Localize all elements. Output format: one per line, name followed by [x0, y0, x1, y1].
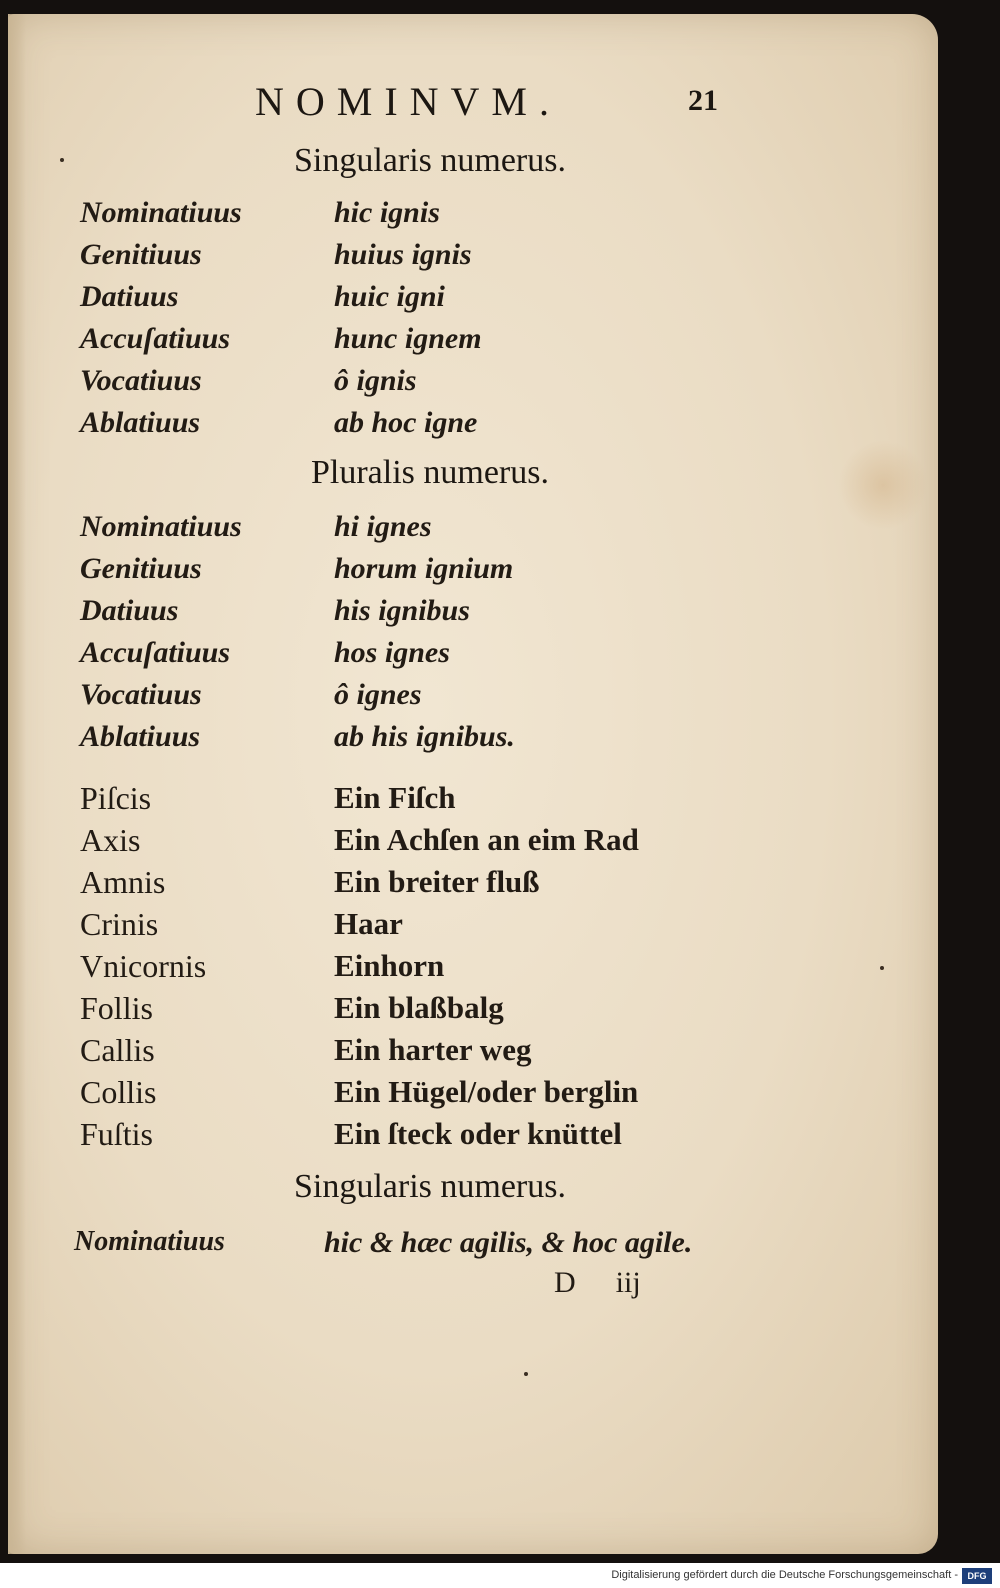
latin-word: Axis	[80, 822, 141, 858]
case-form: ab his ignibus.	[334, 720, 515, 753]
case-form: ô ignis	[334, 364, 417, 397]
signature-mark	[554, 1266, 641, 1300]
heading-singular-second: Singularis numerus.	[294, 1168, 566, 1205]
german-gloss: Ein blaßbalg	[334, 990, 504, 1025]
signature-number: iij	[615, 1266, 641, 1299]
funding-credit: Digitalisierung gefördert durch die Deutsche Forschungsgemeinschaft -	[611, 1569, 958, 1581]
case-form: huic igni	[334, 280, 445, 313]
heading-plural: Pluralis numerus.	[311, 454, 549, 491]
declension-row-agilis	[74, 1226, 774, 1270]
case-form: horum ignium	[334, 552, 514, 585]
case-label: Datiuus	[80, 594, 179, 627]
latin-word: Callis	[80, 1032, 155, 1068]
case-form: hos ignes	[334, 636, 450, 669]
german-gloss: Ein ſteck oder knüttel	[334, 1116, 622, 1151]
case-label: Datiuus	[80, 280, 179, 313]
ink-speck	[60, 158, 64, 162]
latin-word: Fuſtis	[80, 1116, 153, 1152]
case-form: hic & hæc agilis, & hoc agile.	[324, 1226, 693, 1259]
latin-word: Follis	[80, 990, 153, 1026]
latin-word: Amnis	[80, 864, 166, 900]
german-gloss: Ein Achſen an eim Rad	[334, 822, 639, 857]
case-form: hunc ignem	[334, 322, 482, 355]
case-label: Vocatiuus	[80, 678, 202, 711]
signature-letter: D	[554, 1266, 576, 1299]
latin-word: Crinis	[80, 906, 159, 942]
latin-word: Collis	[80, 1074, 157, 1110]
case-form: ab hoc igne	[334, 406, 478, 439]
case-label: Ablatiuus	[80, 720, 201, 753]
ink-speck	[880, 966, 884, 970]
german-gloss: Ein harter weg	[334, 1032, 532, 1067]
heading-singular: Singularis numerus.	[294, 142, 566, 179]
running-head: NOMINVM.	[255, 79, 561, 124]
case-form: hi ignes	[334, 510, 432, 543]
dfg-logo: DFG	[962, 1568, 992, 1584]
case-form: hic ignis	[334, 196, 440, 229]
case-label: Genitiuus	[80, 238, 202, 271]
case-label: Nominatiuus	[74, 1226, 225, 1257]
page-number: 21	[688, 84, 718, 117]
german-gloss: Haar	[334, 906, 403, 941]
case-form: huius ignis	[334, 238, 472, 271]
latin-word: Vnicornis	[80, 948, 207, 984]
case-form: his ignibus	[334, 594, 470, 627]
case-label: Vocatiuus	[80, 364, 202, 397]
case-label: Ablatiuus	[80, 406, 201, 439]
german-gloss: Ein Fiſch	[334, 780, 456, 815]
case-label: Nominatiuus	[80, 510, 242, 543]
german-gloss: Ein Hügel/oder berglin	[334, 1074, 639, 1109]
german-gloss: Ein breiter fluß	[334, 864, 540, 899]
german-gloss: Einhorn	[334, 948, 445, 983]
case-form: ô ignes	[334, 678, 422, 711]
ink-speck	[524, 1372, 528, 1376]
case-label: Accuſatiuus	[80, 636, 231, 669]
case-label: Accuſatiuus	[80, 322, 231, 355]
footer-bar	[0, 1563, 1000, 1588]
page-gutter	[8, 14, 26, 1554]
latin-word: Piſcis	[80, 780, 152, 816]
case-label: Genitiuus	[80, 552, 202, 585]
case-label: Nominatiuus	[80, 196, 242, 229]
